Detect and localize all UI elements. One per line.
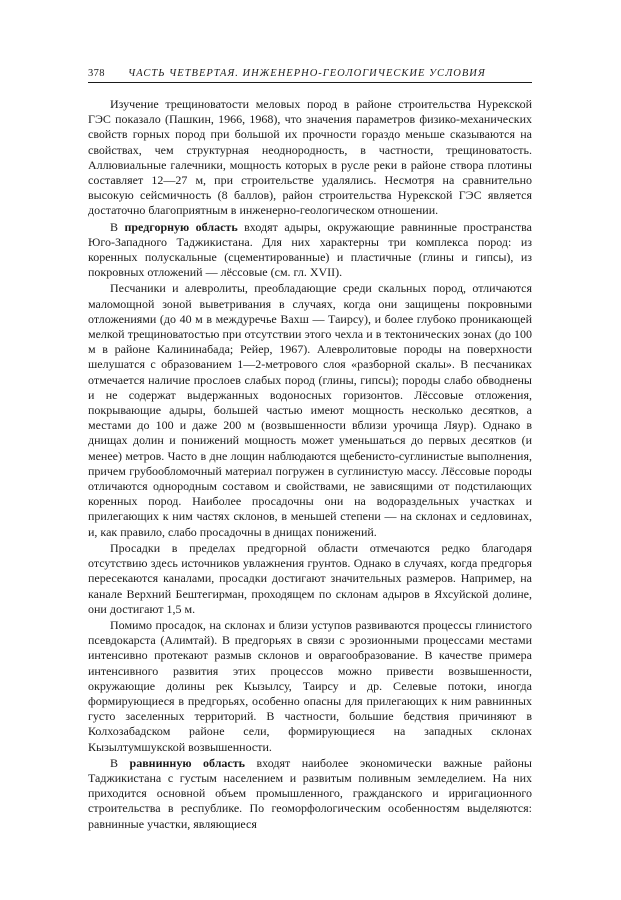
paragraph-2	[88, 220, 532, 281]
paragraph-6	[88, 756, 532, 832]
paragraph-text: Изучение трещиноватости меловых пород в районе строительства Нурекской ГЭС показало (Пашкин, 1966, 1968), что значения параметров физико-механических свойств горных пород при большой их прочности гораздо меньше сказываются на свойствах, чем структурная неоднородность, в частности, трещиноватость. Аллювиальные галечники, мощность которых в русле реки в районе створа плотины составляет 12—27 м, при строительстве удалялись. Несмотря на сравнительно высокую сейсмичность (8 баллов), район строительства Нурекской ГЭС является достаточно благоприятным в инженерно-геологическом отношении.	[88, 97, 532, 218]
paragraph-lead: В	[110, 219, 125, 234]
paragraph-text: входят адыры, окружающие равнинные пространства Юго-Западного Таджикистана. Для них характерны три комплекса пород: из коренных полускальные (сцементированные) и пластичные (глины и гипсы), из покровных отложений — лёссовые (см. гл. XVII).	[88, 219, 533, 280]
paragraph-3	[88, 281, 532, 539]
paragraph-1	[88, 97, 532, 219]
paragraph-lead: В	[110, 755, 130, 770]
paragraph-text: Просадки в пределах предгорной области отмечаются редко благодаря отсутствию здесь источников увлажнения грунтов. Однако в случаях, когда предгорья пересекаются каналами, просадки достигают значительных размеров. Например, на канале Верхний Бештегирман, проходящем по склонам адыров в Яхсуйской долине, они достигают 1,5 м.	[88, 540, 532, 616]
page-header	[88, 68, 532, 83]
page	[88, 68, 532, 833]
running-title: ЧАСТЬ ЧЕТВЕРТАЯ. ИНЖЕНЕРНО-ГЕОЛОГИЧЕСКИЕ УСЛОВИЯ	[128, 68, 486, 79]
term-plain-region: равнинную область	[129, 755, 245, 770]
paragraph-4	[88, 541, 532, 617]
paragraph-text: входят наиболее экономически важные районы Таджикистана с густым населением и развитым поливным земледелием. На них приходится основной объем промышленного, гражданского и ирригационного строительства в республике. По геоморфологическим особенностям выделяются: равнинные участки, являющиеся	[88, 755, 532, 831]
paragraph-text: Помимо просадок, на склонах и близи уступов развиваются процессы глинистого псевдокарста (Алимтай). В предгорьях в связи с эрозионными процессами местами интенсивно протекают размыв склонов и оврагообразование. В качестве примера интенсивного развития этих процессов можно привести возвышенности, окружающие долины рек Кызылсу, Таирсу и др. Селевые потоки, иногда формирующиеся в предгорьях, особенно опасны для прилегающих к ним равнинных густо заселенных территорий. В частности, большие бедствия причиняют в Колхозабадском районе сели, формирующиеся на западных склонах Кызылтумшукской возвышенности.	[88, 617, 532, 754]
term-foothill-region: предгорную область	[124, 219, 238, 234]
paragraph-text: Песчаники и алевролиты, преобладающие среди скальных пород, отличаются маломощной зоной выветривания в случаях, когда они защищены покровными отложениями (до 40 м в междуречье Вахш — Таирсу), и более глубоко проникающей мелкой трещиноватостью при отсутствии этого чехла и в тектонических зонах (до 100 м в районе Калининабада; Рейер, 1967). Алевролитовые породы на поверхности шелушатся с образованием 1—2-метрового слоя «разборной скалы». В песчаниках отмечается наличие прослоев слабых пород (глины, гипсы); породы слабо обводнены и не содержат выдержанных водоносных горизонтов. Лёссовые отложения, покрывающие адыры, большей частью имеют мощность несколько десятков, а местами до 100 и даже 200 м (возвышенности вблизи урочища Ляур). Однако в днищах долин и понижений мощность может уменьшаться до первых десятков (и менее) метров. Часто в дне лощин наблюдаются щебенисто-суглинистые выполнения, причем грубообломочный материал погружен в суглинистую массу. Лёссовые породы отличаются однородным составом и свойствами, не зависящими от подстилающих коренных пород. Наиболее просадочны они на водораздельных участках и прилегающих к ним частях склонов, в меньшей степени — на склонах и седловинах, и, как правило, слабо просадочны в днищах понижений.	[88, 281, 532, 539]
page-number: 378	[88, 68, 105, 79]
paragraph-5	[88, 618, 532, 755]
